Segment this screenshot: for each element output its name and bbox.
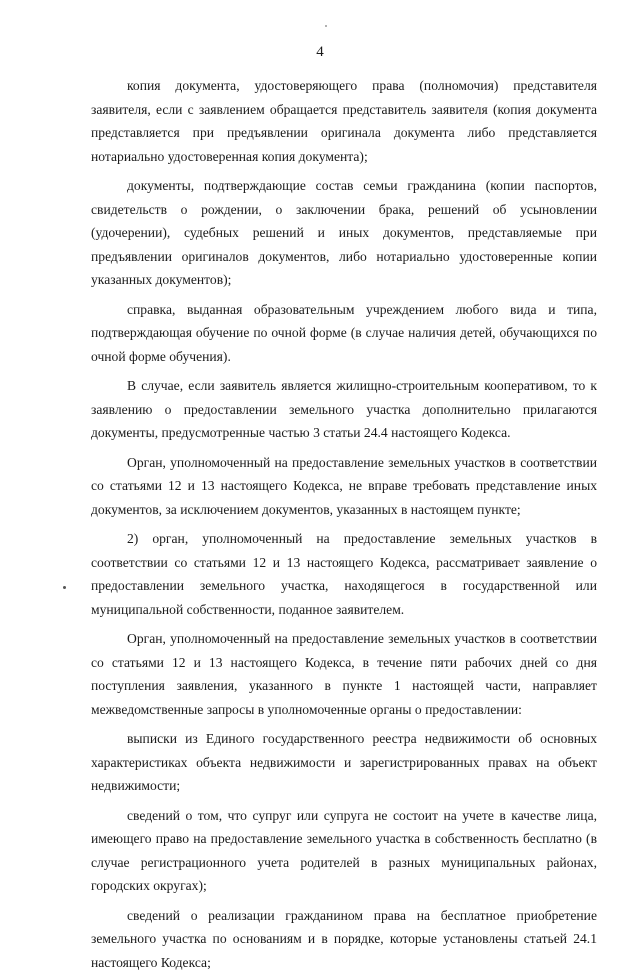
paragraph-education-certificate: справка, выданная образовательным учреждением любого вида и типа, подтверждающая обучение по очной форме (в случае наличия детей, обучающихся по очной форме обучения). bbox=[91, 301, 597, 364]
paragraph-housing-cooperative: В случае, если заявитель является жилищно-строительным кооперативом, то к заявлению о предоставлении земельного участка дополнительно прилагаются документы, предусмотренные частью 3 статьи 24.4 настоящего Кодекса. bbox=[91, 378, 597, 440]
paragraph-spouse-registration: сведений о том, что супруг или супруга не состоит на учете в качестве лица, имеющего право на предоставление земельного участка в собственность бесплатно (в случае регистрационного учета родителей в разных муниципальных районах, городских округах); bbox=[91, 807, 597, 893]
document-body bbox=[91, 74, 597, 980]
paragraph-family-documents: документы, подтверждающие состав семьи гражданина (копии паспортов, свидетельств о рождении, о заключении брака, решений об усыновлении (удочерении), судебных решений и иных документов, представляемые при предъявлении оригиналов документов, либо нотариально удостоверенные копии указанных документов); bbox=[91, 178, 597, 287]
paragraph-item-2: 2) орган, уполномоченный на предоставление земельных участков в соответствии со статьями 12 и 13 настоящего Кодекса, рассматривает заявление о предоставлении земельного участка, находящегося в государственной или муниципальной собственности, поданное заявителем. bbox=[91, 531, 597, 617]
paragraph-interagency-requests: Орган, уполномоченный на предоставление земельных участков в соответствии со статьями 12 и 13 настоящего Кодекса, в течение пяти рабочих дней со дня поступления заявления, указанного в пункте 1 настоящей части, направляет межведомственные запросы в уполномоченные органы о предоставлении: bbox=[91, 631, 597, 717]
paragraph-free-acquisition: сведений о реализации гражданином права на бесплатное приобретение земельного участка по основаниям и в порядке, которые установлены статьей 24.1 настоящего Кодекса; bbox=[91, 907, 597, 970]
paragraph-registry-extract: выписки из Единого государственного реестра недвижимости об основных характеристиках объекта недвижимости и зарегистрированных правах на объект недвижимости; bbox=[91, 731, 597, 793]
paragraph-representative-copy: копия документа, удостоверяющего права (полномочия) представителя заявителя, если с заявлением обращается представитель заявителя (копия документа представляется при предъявлении оригинала документа либо представляется нотариально удостоверенная копия документа); bbox=[91, 78, 597, 164]
scan-speck bbox=[325, 25, 327, 27]
page-number: 4 bbox=[316, 44, 324, 60]
paragraph-no-extra-documents: Орган, уполномоченный на предоставление земельных участков в соответствии со статьями 12 и 13 настоящего Кодекса, не вправе требовать представление иных документов, за исключением документов, указанных в настоящем пункте; bbox=[91, 454, 597, 517]
scan-speck bbox=[63, 586, 66, 589]
